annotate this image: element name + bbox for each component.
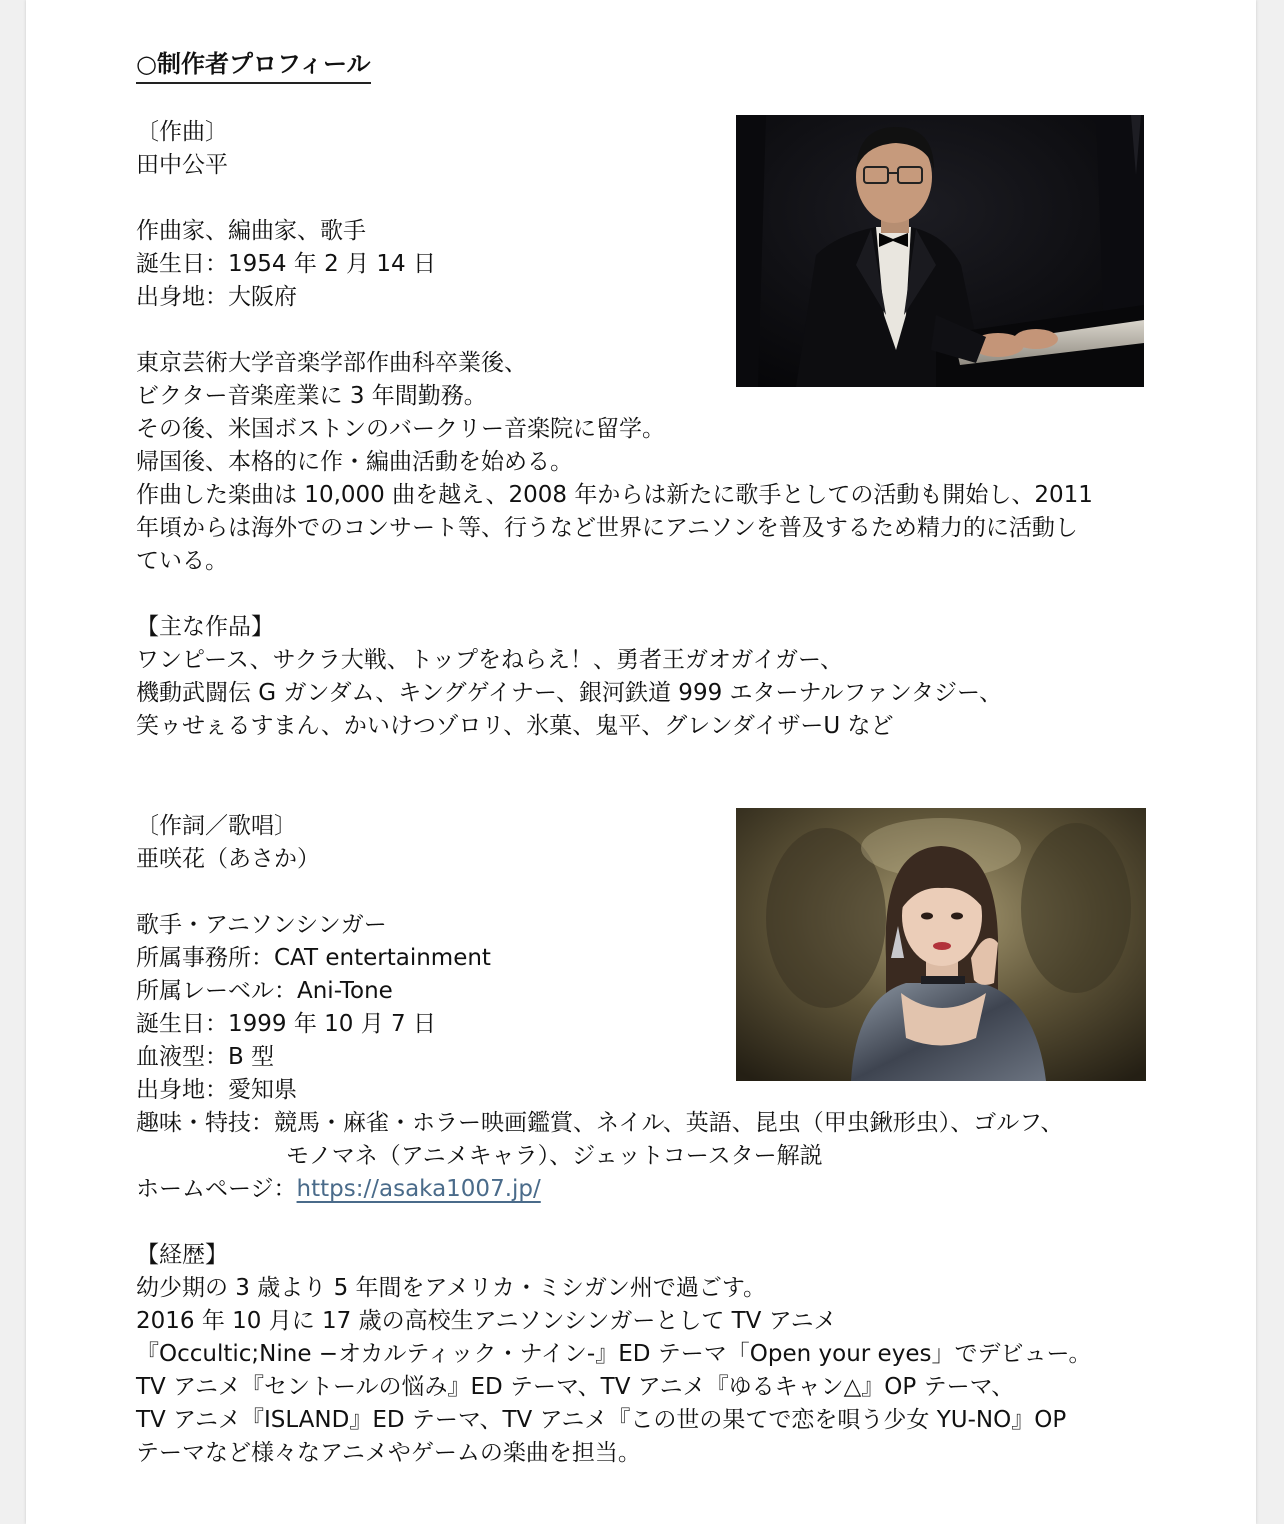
composer-occupation: 作曲家、編曲家、歌手 — [136, 218, 366, 244]
lyricist-hobbies-continued: モノマネ（アニメキャラ）、ジェットコースター解説 — [286, 1143, 823, 1169]
composer-bio-line: 帰国後、本格的に作・編曲活動を始める。 — [136, 449, 573, 475]
lyricist-role-label: 〔作詞／歌唱〕 — [136, 813, 297, 839]
composer-photo — [736, 115, 1144, 387]
composer-works-label: 【主な作品】 — [136, 614, 274, 640]
homepage-link[interactable]: https://asaka1007.jp/ — [296, 1176, 541, 1202]
lyricist-agency: 所属事務所：CAT entertainment — [136, 945, 491, 971]
lyricist-occupation: 歌手・アニソンシンガー — [136, 912, 387, 938]
lyricist-career-line: 幼少期の 3 歳より 5 年間をアメリカ・ミシガン州で過ごす。 — [136, 1275, 767, 1301]
lyricist-career-line: 2016 年 10 月に 17 歳の高校生アニソンシンガーとして TV アニメ — [136, 1308, 837, 1334]
lyricist-homepage — [136, 1173, 541, 1206]
composer-works-line: ワンピース、サクラ大戦、トップをねらえ！、勇者王ガオガイガー、 — [136, 647, 844, 673]
lyricist-career-line: 『Occultic;Nine −オカルティック・ナイン-』ED テーマ「Open your eyes」でデビュー。 — [136, 1341, 1092, 1367]
composer-bio-line: 東京芸術大学音楽学部作曲科卒業後、 — [136, 350, 527, 376]
composer-name: 田中公平 — [136, 152, 228, 178]
composer-bio-line: ている。 — [136, 548, 228, 574]
lyricist-name: 亜咲花（あさか） — [136, 846, 320, 872]
lyricist-hobbies: 趣味・特技：競馬・麻雀・ホラー映画鑑賞、ネイル、英語、昆虫（甲虫鍬形虫）、ゴルフ、 — [136, 1110, 1064, 1136]
document-page — [26, 0, 1256, 1524]
composer-works-line: 機動武闘伝 G ガンダム、キングゲイナー、銀河鉄道 999 エターナルファンタジー、 — [136, 680, 1003, 706]
section-title: ○制作者プロフィール — [136, 46, 371, 84]
homepage-label: ホームページ： — [136, 1176, 297, 1202]
lyricist-career-line: テーマなど様々なアニメやゲームの楽曲を担当。 — [136, 1440, 641, 1466]
lyricist-photo — [736, 808, 1146, 1081]
composer-role-label: 〔作曲〕 — [136, 119, 228, 145]
composer-birthday: 誕生日：1954 年 2 月 14 日 — [136, 251, 436, 277]
composer-works-line: 笑ゥせぇるすまん、かいけつゾロリ、氷菓、鬼平、グレンダイザーU など — [136, 713, 894, 739]
composer-bio-line: 年頃からは海外でのコンサート等、行うなど世界にアニソンを普及するため精力的に活動し — [136, 515, 1078, 541]
composer-bio-line: 作曲した楽曲は 10,000 曲を越え、2008 年からは新たに歌手としての活動も開始し、2011 — [136, 482, 1093, 508]
composer-birthplace: 出身地：大阪府 — [136, 284, 297, 310]
lyricist-birthplace: 出身地：愛知県 — [136, 1077, 297, 1103]
lyricist-career-label: 【経歴】 — [136, 1242, 228, 1268]
composer-bio-line: その後、米国ボストンのバークリー音楽院に留学。 — [136, 416, 665, 442]
lyricist-blood-type: 血液型：B 型 — [136, 1044, 275, 1070]
lyricist-label: 所属レーベル：Ani-Tone — [136, 978, 393, 1004]
lyricist-birthday: 誕生日：1999 年 10 月 7 日 — [136, 1011, 436, 1037]
composer-bio-line: ビクター音楽産業に 3 年間勤務。 — [136, 383, 487, 409]
lyricist-career-line: TV アニメ『セントールの悩み』ED テーマ、TV アニメ『ゆるキャン△』OP テーマ、 — [136, 1374, 1015, 1400]
lyricist-career-line: TV アニメ『ISLAND』ED テーマ、TV アニメ『この世の果てで恋を唄う少女 YU-NO』OP — [136, 1407, 1067, 1433]
